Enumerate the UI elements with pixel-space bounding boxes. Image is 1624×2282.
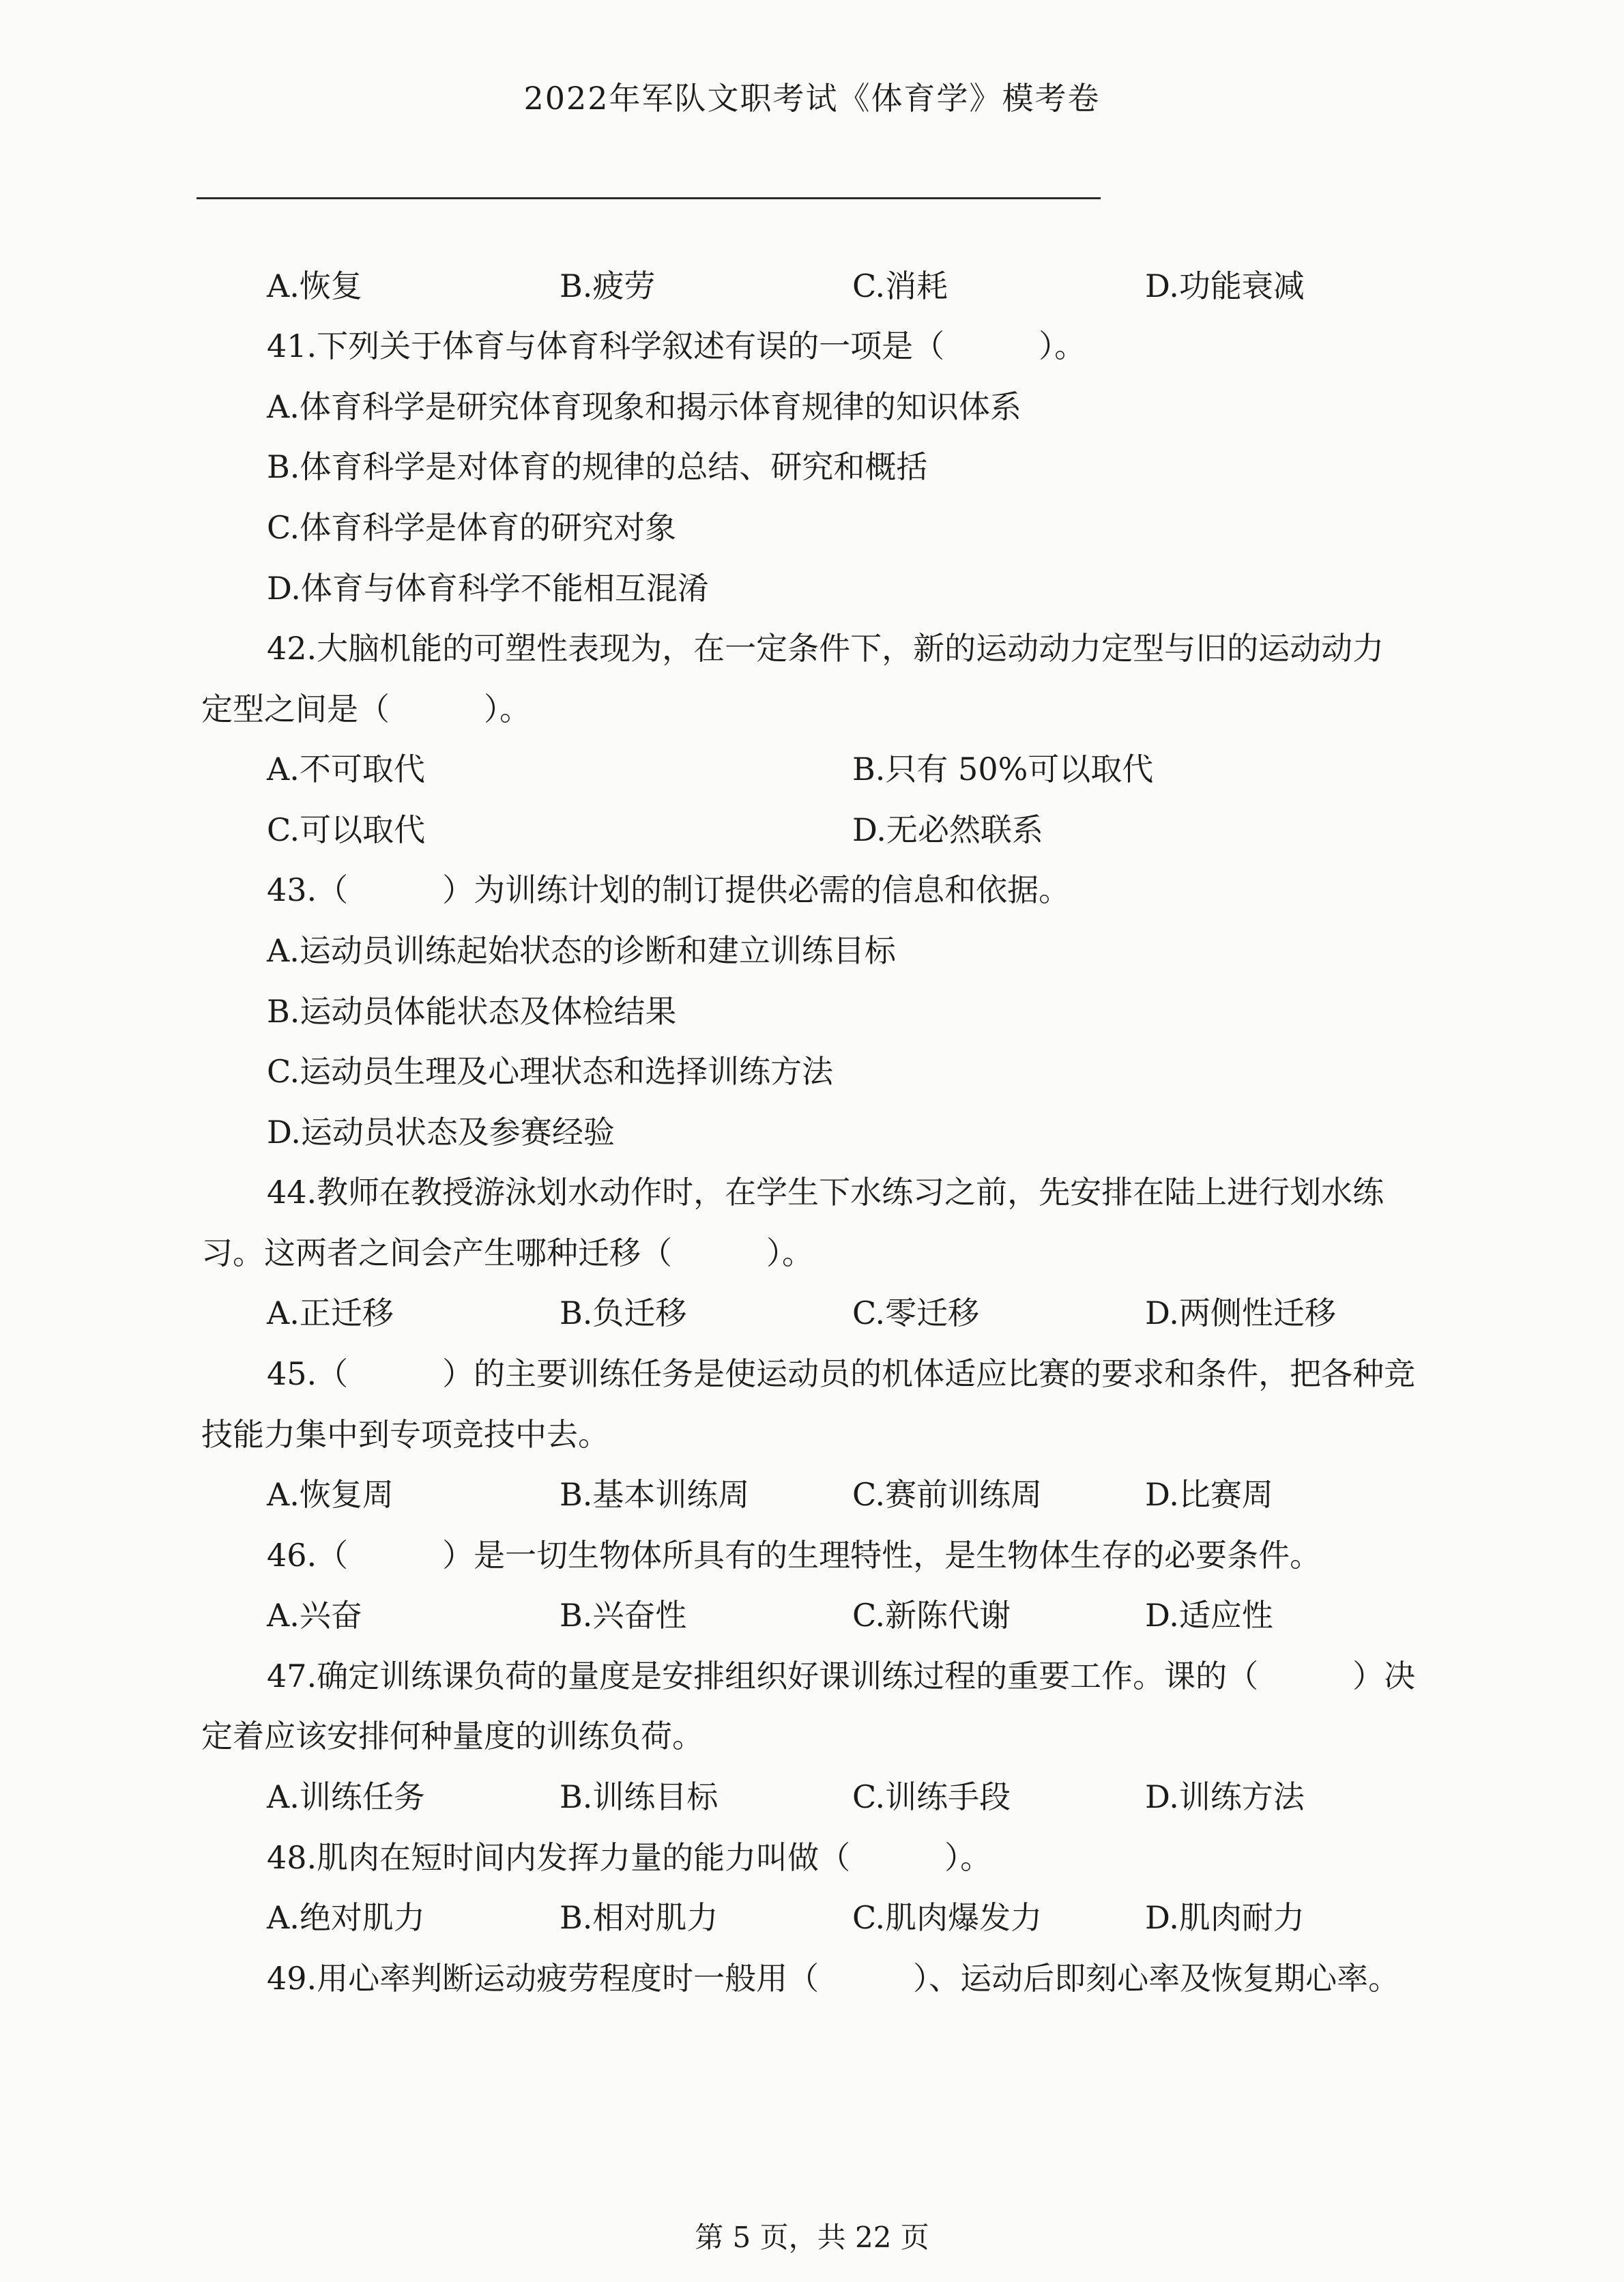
q46-stem: 46.（ ）是一切生物体所具有的生理特性，是生物体生存的必要条件。: [267, 1537, 1322, 1574]
q42-option-c: C.可以取代: [267, 811, 426, 848]
q41-option-c: C.体育科学是体育的研究对象: [267, 509, 677, 546]
q45-stem-line2: 技能力集中到专项竞技中去。: [201, 1416, 609, 1453]
q48-stem: 48.肌肉在短时间内发挥力量的能力叫做（ ）。: [267, 1839, 992, 1876]
page-header-title: 2022年军队文职考试《体育学》模考卷: [523, 80, 1101, 117]
q42-option-d: D.无必然联系: [852, 811, 1043, 848]
q45-option-a: A.恢复周: [267, 1476, 394, 1513]
q42-option-a: A.不可取代: [267, 751, 425, 788]
q41-option-b: B.体育科学是对体育的规律的总结、研究和概括: [267, 448, 928, 485]
q47-option-d: D.训练方法: [1145, 1778, 1305, 1815]
q46-option-a: A.兴奋: [267, 1597, 362, 1634]
q44-option-b: B.负迁移: [560, 1295, 687, 1331]
q41-stem: 41.下列关于体育与体育科学叙述有误的一项是（ ）。: [267, 328, 1086, 364]
page-number-footer: 第 5 页，共 22 页: [695, 2221, 929, 2254]
q44-stem-line2: 习。这两者之间会产生哪种迁移（ ）。: [201, 1234, 813, 1271]
q47-stem-line1: 47.确定训练课负荷的量度是安排组织好课训练过程的重要工作。课的（ ）决: [267, 1658, 1416, 1694]
q43-option-a: A.运动员训练起始状态的诊断和建立训练目标: [267, 932, 896, 969]
q48-option-b: B.相对肌力: [560, 1899, 719, 1936]
q45-option-b: B.基本训练周: [560, 1476, 750, 1513]
q40-option-d: D.功能衰减: [1145, 268, 1305, 304]
q44-stem-line1: 44.教师在教授游泳划水动作时，在学生下水练习之前，先安排在陆上进行划水练: [267, 1174, 1384, 1211]
q43-option-c: C.运动员生理及心理状态和选择训练方法: [267, 1053, 834, 1090]
q43-option-d: D.运动员状态及参赛经验: [267, 1114, 615, 1151]
q48-option-d: D.肌肉耐力: [1145, 1899, 1305, 1936]
q46-option-d: D.适应性: [1145, 1597, 1273, 1634]
q41-option-a: A.体育科学是研究体育现象和揭示体育规律的知识体系: [267, 388, 1021, 425]
q45-stem-line1: 45.（ ）的主要训练任务是使运动员的机体适应比赛的要求和条件，把各种竞: [267, 1355, 1416, 1392]
q45-option-c: C.赛前训练周: [852, 1476, 1043, 1513]
q44-option-c: C.零迁移: [852, 1295, 980, 1331]
header-divider: [197, 197, 1101, 199]
q46-option-c: C.新陈代谢: [852, 1597, 1011, 1634]
q40-option-a: A.恢复: [267, 268, 362, 304]
q44-option-a: A.正迁移: [267, 1295, 394, 1331]
q47-option-a: A.训练任务: [267, 1778, 425, 1815]
q47-option-c: C.训练手段: [852, 1778, 1011, 1815]
q46-option-b: B.兴奋性: [560, 1597, 687, 1634]
q43-option-b: B.运动员体能状态及体检结果: [267, 993, 677, 1030]
q47-option-b: B.训练目标: [560, 1778, 719, 1815]
q48-option-a: A.绝对肌力: [267, 1899, 425, 1936]
q42-option-b: B.只有 50%可以取代: [852, 751, 1154, 788]
q43-stem: 43.（ ）为训练计划的制订提供必需的信息和依据。: [267, 871, 1071, 908]
q42-stem-line2: 定型之间是（ ）。: [201, 691, 531, 727]
q44-option-d: D.两侧性迁移: [1145, 1295, 1336, 1331]
q47-stem-line2: 定着应该安排何种量度的训练负荷。: [201, 1718, 704, 1754]
q45-option-d: D.比赛周: [1145, 1476, 1273, 1513]
q41-option-d: D.体育与体育科学不能相互混淆: [267, 570, 709, 607]
q40-option-b: B.疲劳: [560, 268, 656, 304]
q42-stem-line1: 42.大脑机能的可塑性表现为，在一定条件下，新的运动动力定型与旧的运动动力: [267, 630, 1384, 667]
q40-option-c: C.消耗: [852, 268, 948, 304]
q49-stem: 49.用心率判断运动疲劳程度时一般用（ ）、运动后即刻心率及恢复期心率。: [267, 1960, 1400, 1997]
q48-option-c: C.肌肉爆发力: [852, 1899, 1043, 1936]
